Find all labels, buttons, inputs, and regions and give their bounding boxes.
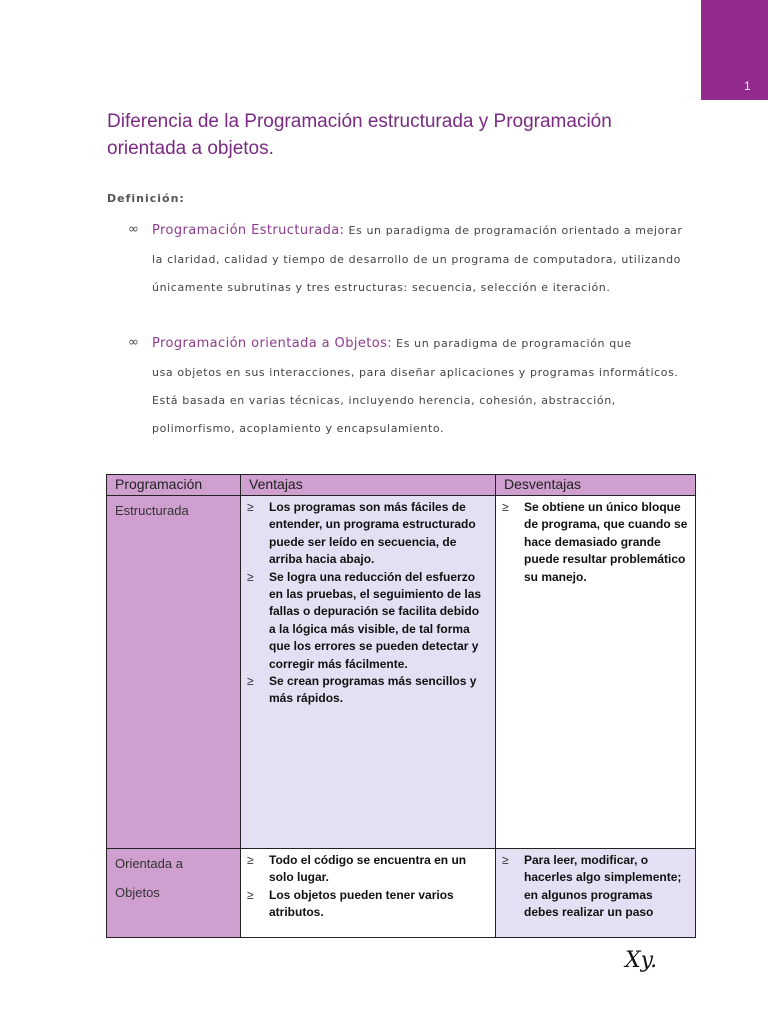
header-ventajas: Ventajas (241, 475, 496, 496)
table-row (107, 496, 696, 849)
header-desventajas: Desventajas (496, 475, 696, 496)
definition-line: Está basada en varias técnicas, incluyendo herencia, cohesión, abstracción, (152, 394, 616, 407)
infinity-bullet-icon: ∞ (128, 335, 139, 350)
list-item (502, 852, 689, 922)
list-item-text: Se crean programas más sencillos y más rápidos. (269, 674, 477, 706)
desventajas-list (496, 496, 695, 586)
definition-line: la claridad, calidad y tiempo de desarrollo de un programa de computadora, utilizando (152, 253, 681, 266)
row-label-orientada (107, 849, 241, 938)
desventajas-list (496, 849, 695, 922)
ventajas-list (241, 496, 495, 708)
list-item-text: Todo el código se encuentra en un solo lugar. (269, 853, 467, 885)
comparison-table (106, 474, 696, 938)
row-label-text: Objetos (115, 885, 160, 900)
bullet-mark-icon: ≥ (247, 500, 254, 514)
list-item-text: Para leer, modificar, o hacerles algo simplemente; en algunos programas debes realizar un paso (524, 853, 682, 920)
bullet-mark-icon: ≥ (247, 569, 254, 584)
ventajas-list (241, 849, 495, 922)
bullet-mark-icon: ≥ (247, 853, 254, 867)
signature: Xy. (625, 948, 658, 973)
list-item-text: Los objetos pueden tener varios atributos. (269, 887, 454, 920)
table-header-row (107, 475, 696, 496)
bullet-mark-icon: ≥ (502, 500, 509, 514)
definition-term: Programación Estructurada: (152, 223, 345, 238)
list-item (247, 887, 489, 922)
page-number: 1 (744, 79, 751, 93)
row-label-estructurada (107, 496, 241, 849)
definition-line (152, 336, 632, 351)
desventajas-cell (496, 496, 696, 849)
definition-label: Definición: (107, 192, 185, 205)
definition-line: usa objetos en sus interacciones, para diseñar aplicaciones y programas informáticos. (152, 366, 679, 379)
ventajas-cell (241, 849, 496, 938)
list-item (502, 499, 689, 586)
definition-term: Programación orientada a Objetos: (152, 336, 393, 351)
list-item (247, 499, 489, 569)
header-programacion: Programación (107, 475, 241, 496)
list-item-text: Se logra una reducción del esfuerzo en las pruebas, el seguimiento de las fallas o depuración se facilita debido a la lógica más visible, de tal forma que los errores se pueden detectar y corregir más fácilmente. (269, 569, 482, 671)
list-item (247, 852, 489, 887)
definition-line: únicamente subrutinas y tres estructuras: secuencia, selección e iteración. (152, 281, 611, 294)
row-label-text: Orientada a (115, 856, 183, 871)
list-item-text: Se obtiene un único bloque de programa, que cuando se hace demasiado grande puede resultar problemático su manejo. (524, 500, 688, 584)
table-row (107, 849, 696, 938)
document-title: Diferencia de la Programación estructurada y Programación orientada a objetos. (107, 111, 612, 159)
infinity-bullet-icon: ∞ (128, 222, 139, 237)
list-item (247, 673, 489, 708)
bullet-mark-icon: ≥ (247, 887, 254, 902)
desventajas-cell (496, 849, 696, 938)
definition-text: Es un paradigma de programación orientado a mejorar (348, 224, 683, 237)
list-item-text: Los programas son más fáciles de entender, un programa estructurado puede ser leído en secuencia, de arriba hacia abajo. (269, 500, 476, 567)
bullet-mark-icon: ≥ (502, 853, 509, 867)
page-number-tab (701, 0, 768, 100)
definition-line: polimorfismo, acoplamiento y encapsulamiento. (152, 422, 445, 435)
definition-text: Es un paradigma de programación que (396, 337, 632, 350)
row-label-text: Estructurada (115, 503, 189, 518)
ventajas-cell (241, 496, 496, 849)
bullet-mark-icon: ≥ (247, 674, 254, 689)
list-item (247, 569, 489, 673)
definition-line (152, 223, 683, 238)
